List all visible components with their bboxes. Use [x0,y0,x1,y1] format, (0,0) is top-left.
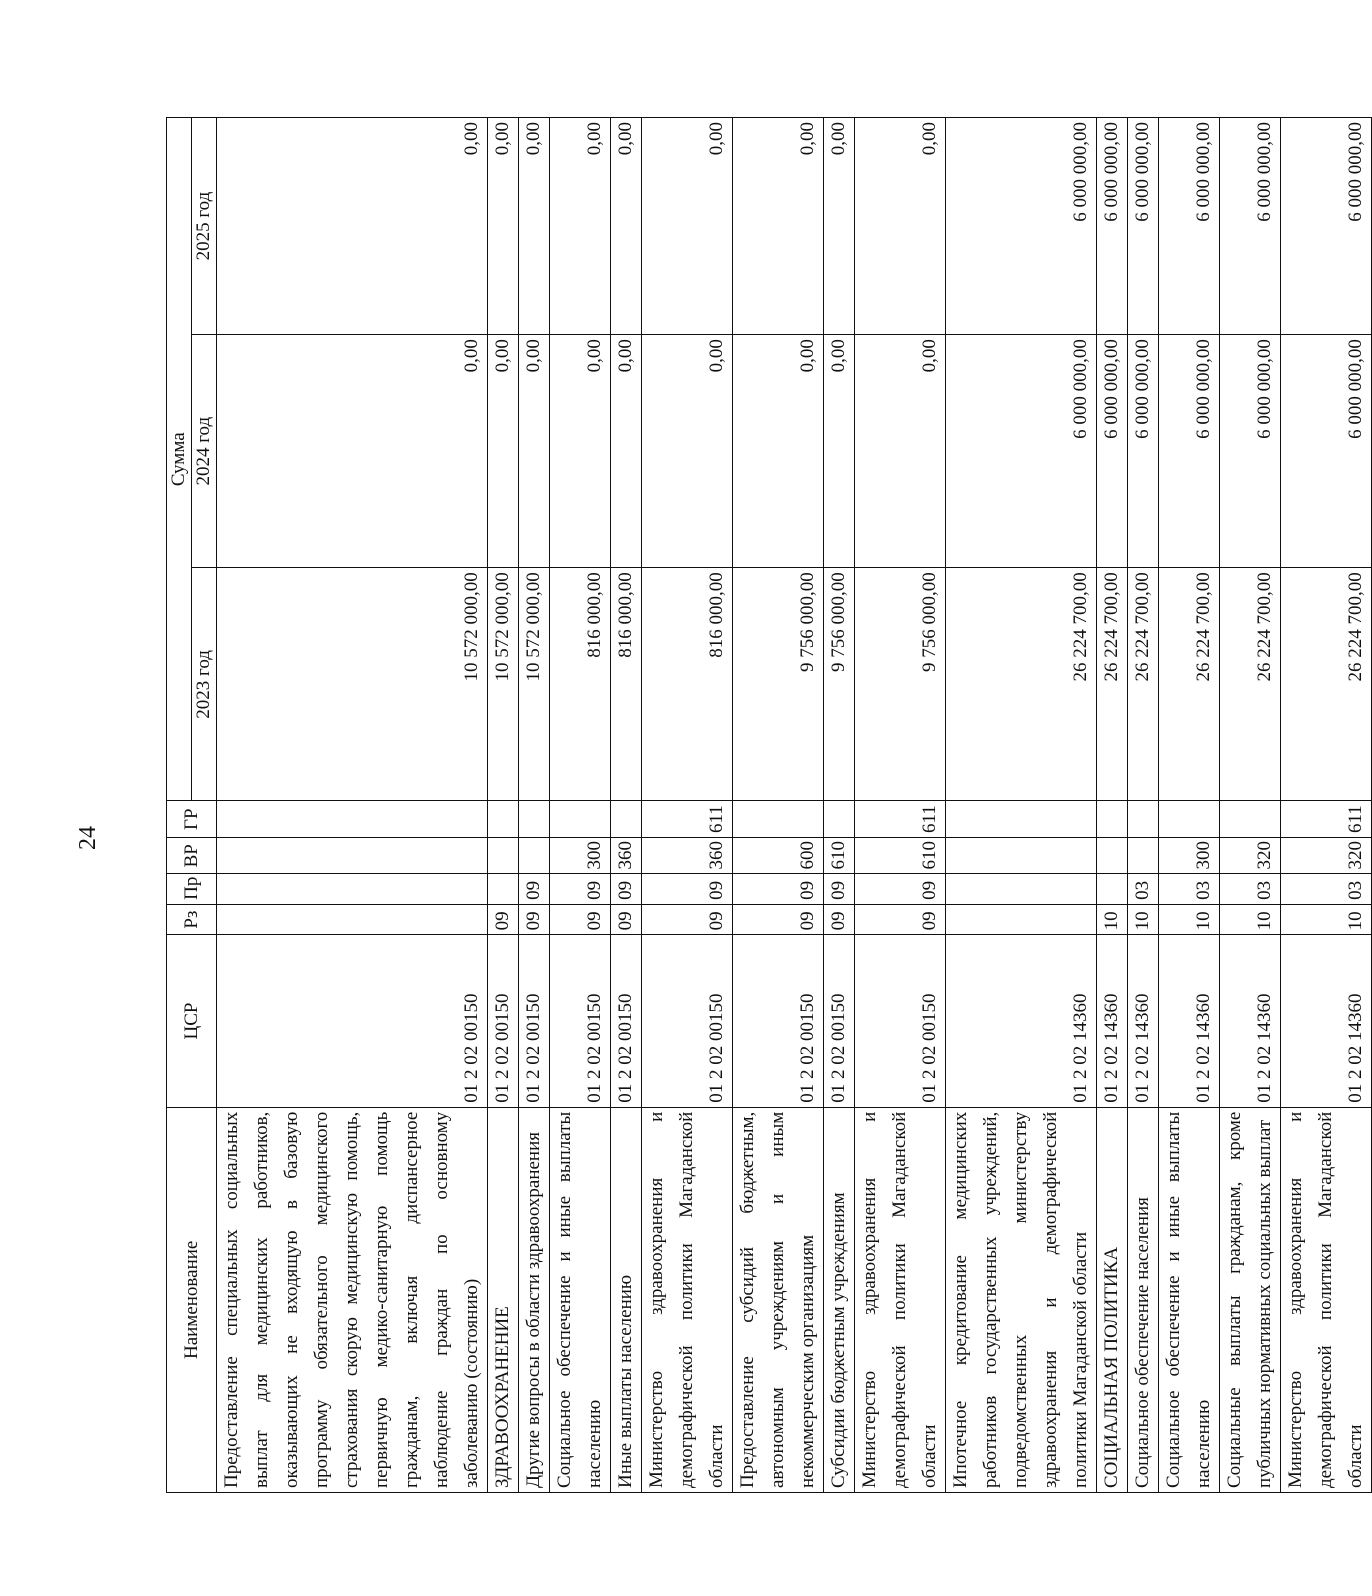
row-pr: 09 [642,874,733,904]
row-sum-2025: 0,00 [855,118,946,335]
row-csr: 01 2 02 00150 [642,935,733,1107]
row-pr [217,874,488,904]
row-vr: 360 [642,838,733,875]
row-name: Субсидии бюджетным учреждениям [824,1107,855,1492]
row-sum-2025: 0,00 [217,118,488,335]
table-row [946,118,1097,1493]
row-csr: 01 2 02 14360 [1128,935,1159,1107]
row-vr: 320 [1281,838,1372,875]
row-name: Другие вопросы в области здравоохранения [519,1107,550,1492]
row-rz: 09 [855,904,946,934]
row-csr: 01 2 02 00150 [824,935,855,1107]
row-sum-2024: 6 000 000,00 [1159,335,1220,568]
row-pr: 09 [611,874,642,904]
row-vr: 600 [733,838,824,875]
table-row [611,118,642,1493]
row-sum-2024: 0,00 [488,335,519,568]
row-sum-2023: 816 000,00 [550,568,611,801]
table-row [855,118,946,1493]
row-sum-2025: 6 000 000,00 [1097,118,1128,335]
row-sum-2024: 6 000 000,00 [1097,335,1128,568]
row-sum-2025: 6 000 000,00 [1159,118,1220,335]
row-rz: 10 [1097,904,1128,934]
row-gr [519,801,550,838]
row-name: ЗДРАВООХРАНЕНИЕ [488,1107,519,1492]
rotated-page [166,117,1366,1493]
row-vr: 300 [1159,838,1220,875]
row-csr: 01 2 02 14360 [1220,935,1281,1107]
row-sum-2025: 6 000 000,00 [1220,118,1281,335]
row-vr [217,838,488,875]
row-gr [1220,801,1281,838]
table-body [217,118,1372,1493]
row-sum-2023: 26 224 700,00 [946,568,1097,801]
row-gr: 611 [855,801,946,838]
header-sum: Сумма [167,118,192,802]
header-year-2023: 2023 год [192,568,217,801]
table-row [1097,118,1128,1493]
row-vr [519,838,550,875]
row-rz: 10 [1159,904,1220,934]
row-name: Социальные выплаты гражданам, кроме публичных нормативных социальных выплат [1220,1107,1281,1492]
table-row [519,118,550,1493]
row-sum-2023: 10 572 000,00 [488,568,519,801]
table-row [488,118,519,1493]
row-csr: 01 2 02 14360 [1159,935,1220,1107]
row-vr: 360 [611,838,642,875]
row-sum-2023: 9 756 000,00 [733,568,824,801]
row-pr: 03 [1159,874,1220,904]
row-rz: 09 [519,904,550,934]
row-pr: 03 [1281,874,1372,904]
row-csr: 01 2 02 00150 [488,935,519,1107]
table-row [550,118,611,1493]
row-pr: 09 [733,874,824,904]
row-sum-2024: 0,00 [550,335,611,568]
row-name: Министерство здравоохранения и демографической политики Магаданской области [1281,1107,1372,1492]
row-name: СОЦИАЛЬНАЯ ПОЛИТИКА [1097,1107,1128,1492]
row-sum-2024: 0,00 [642,335,733,568]
row-sum-2025: 0,00 [488,118,519,335]
header-year-2025: 2025 год [192,118,217,335]
row-rz [946,904,1097,934]
row-name: Предоставление специальных социальных выплат для медицинских работников, оказывающих не входящую в базовую программу обязательного медицинского страхования скорую медицинскую помощь, первичную медико-санитарную помощь гражданам, включая диспансерное наблюдение граждан по основному заболеванию (состоянию) [217,1107,488,1492]
row-sum-2023: 9 756 000,00 [824,568,855,801]
row-pr: 09 [824,874,855,904]
table-row [824,118,855,1493]
row-rz: 09 [824,904,855,934]
header-year-2024: 2024 год [192,335,217,568]
row-gr: 611 [642,801,733,838]
table-row [642,118,733,1493]
row-pr: 03 [1220,874,1281,904]
row-pr [488,874,519,904]
row-sum-2023: 26 224 700,00 [1097,568,1128,801]
row-sum-2025: 6 000 000,00 [946,118,1097,335]
row-sum-2023: 816 000,00 [611,568,642,801]
header-gr: ГР [167,801,217,838]
row-rz: 09 [611,904,642,934]
row-name: Предоставление субсидий бюджетным, автономным учреждениям и иным некоммерческим организациям [733,1107,824,1492]
row-sum-2024: 0,00 [519,335,550,568]
row-csr: 01 2 02 00150 [550,935,611,1107]
row-gr: 611 [1281,801,1372,838]
row-sum-2025: 6 000 000,00 [1128,118,1159,335]
row-gr [824,801,855,838]
row-sum-2024: 0,00 [611,335,642,568]
budget-table [166,117,1372,1493]
row-sum-2023: 26 224 700,00 [1281,568,1372,801]
row-gr [217,801,488,838]
row-name: Социальное обеспечение и иные выплаты населению [550,1107,611,1492]
row-pr [946,874,1097,904]
table-row [1220,118,1281,1493]
page-number: 24 [75,826,101,850]
row-vr: 320 [1220,838,1281,875]
row-sum-2024: 0,00 [824,335,855,568]
row-sum-2023: 26 224 700,00 [1159,568,1220,801]
row-gr [1128,801,1159,838]
row-sum-2023: 816 000,00 [642,568,733,801]
header-pr: Пр [167,874,217,904]
row-name: Социальное обеспечение и иные выплаты населению [1159,1107,1220,1492]
row-sum-2025: 0,00 [824,118,855,335]
row-csr: 01 2 02 00150 [855,935,946,1107]
row-vr [488,838,519,875]
row-name: Социальное обеспечение населения [1128,1107,1159,1492]
row-rz [217,904,488,934]
row-rz: 09 [550,904,611,934]
row-gr [550,801,611,838]
row-vr [946,838,1097,875]
table-row [1128,118,1159,1493]
row-csr: 01 2 02 14360 [946,935,1097,1107]
row-sum-2025: 0,00 [611,118,642,335]
row-pr [1097,874,1128,904]
row-sum-2025: 0,00 [550,118,611,335]
row-csr: 01 2 02 14360 [1097,935,1128,1107]
row-sum-2023: 10 572 000,00 [519,568,550,801]
row-vr [1097,838,1128,875]
table-header [167,118,217,1493]
row-rz: 09 [488,904,519,934]
table-row [1159,118,1220,1493]
row-sum-2023: 26 224 700,00 [1128,568,1159,801]
row-vr: 300 [550,838,611,875]
row-sum-2025: 0,00 [642,118,733,335]
row-name: Иные выплаты населению [611,1107,642,1492]
row-name: Министерство здравоохранения и демографической политики Магаданской области [855,1107,946,1492]
row-sum-2025: 0,00 [733,118,824,335]
row-rz: 09 [642,904,733,934]
row-sum-2024: 6 000 000,00 [1128,335,1159,568]
row-rz: 10 [1281,904,1372,934]
row-sum-2025: 0,00 [519,118,550,335]
row-gr [1159,801,1220,838]
row-sum-2023: 9 756 000,00 [855,568,946,801]
header-csr: ЦСР [167,935,217,1107]
row-gr [733,801,824,838]
row-pr: 09 [519,874,550,904]
row-sum-2024: 0,00 [217,335,488,568]
table-row [217,118,488,1493]
row-vr: 610 [824,838,855,875]
table-row [733,118,824,1493]
row-csr: 01 2 02 00150 [611,935,642,1107]
header-name: Наименование [167,1107,217,1492]
row-pr: 09 [550,874,611,904]
header-vr: ВР [167,838,217,875]
row-sum-2025: 6 000 000,00 [1281,118,1372,335]
row-sum-2023: 26 224 700,00 [1220,568,1281,801]
row-vr: 610 [855,838,946,875]
row-gr [611,801,642,838]
row-csr: 01 2 02 00150 [519,935,550,1107]
row-sum-2024: 0,00 [855,335,946,568]
row-sum-2024: 0,00 [733,335,824,568]
row-pr: 03 [1128,874,1159,904]
header-rz: Рз [167,904,217,934]
row-sum-2024: 6 000 000,00 [1220,335,1281,568]
row-pr: 09 [855,874,946,904]
row-rz: 10 [1220,904,1281,934]
row-rz: 09 [733,904,824,934]
row-csr: 01 2 02 00150 [733,935,824,1107]
row-csr: 01 2 02 00150 [217,935,488,1107]
row-sum-2024: 6 000 000,00 [1281,335,1372,568]
row-name: Ипотечное кредитование медицинских работников государственных учреждений, подведомственных министерству здравоохранения и демографической политики Магаданской области [946,1107,1097,1492]
row-gr [1097,801,1128,838]
row-gr [488,801,519,838]
row-csr: 01 2 02 14360 [1281,935,1372,1107]
row-rz: 10 [1128,904,1159,934]
row-name: Министерство здравоохранения и демографической политики Магаданской области [642,1107,733,1492]
row-vr [1128,838,1159,875]
row-gr [946,801,1097,838]
table-row [1281,118,1372,1493]
row-sum-2023: 10 572 000,00 [217,568,488,801]
row-sum-2024: 6 000 000,00 [946,335,1097,568]
